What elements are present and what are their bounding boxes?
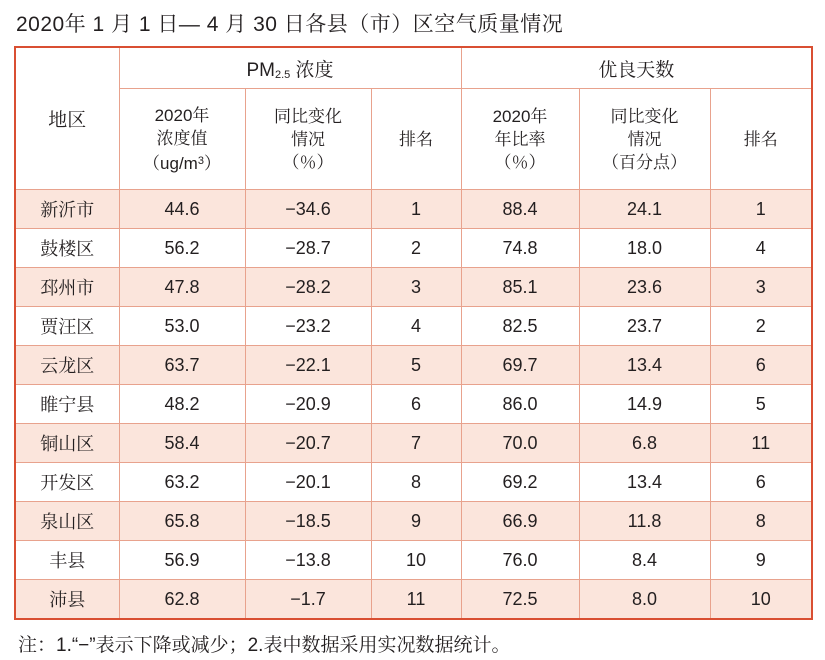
cell-pm25-value: 63.7 [119, 346, 245, 385]
page-title: 2020年 1 月 1 日— 4 月 30 日各县（市）区空气质量情况 [16, 13, 564, 36]
cell-days-rate: 70.0 [461, 424, 579, 463]
cell-days-rate: 82.5 [461, 307, 579, 346]
cell-pm25-value: 53.0 [119, 307, 245, 346]
cell-region: 泉山区 [15, 502, 119, 541]
table-body [15, 190, 812, 620]
days-change-line2: 情况 [627, 129, 662, 149]
cell-pm25-rank: 4 [371, 307, 461, 346]
cell-days-change: 13.4 [579, 463, 710, 502]
table-row [15, 541, 812, 580]
cell-pm25-value: 65.8 [119, 502, 245, 541]
table-row [15, 580, 812, 620]
cell-days-rank: 4 [710, 229, 812, 268]
cell-days-rank: 1 [710, 190, 812, 229]
cell-days-rank: 11 [710, 424, 812, 463]
cell-days-rank: 5 [710, 385, 812, 424]
cell-region: 沛县 [15, 580, 119, 620]
cell-pm25-rank: 11 [371, 580, 461, 620]
table-row [15, 502, 812, 541]
cell-days-change: 24.1 [579, 190, 710, 229]
pm25-change-line2: 情况 [291, 129, 325, 149]
cell-region: 邳州市 [15, 268, 119, 307]
cell-days-rank: 6 [710, 463, 812, 502]
cell-days-change: 13.4 [579, 346, 710, 385]
col-header-pm25-value [119, 89, 245, 190]
cell-pm25-value: 47.8 [119, 268, 245, 307]
col-header-days-change [579, 89, 710, 190]
table-row [15, 463, 812, 502]
col-header-pm25-change [245, 89, 371, 190]
cell-days-change: 18.0 [579, 229, 710, 268]
cell-pm25-rank: 2 [371, 229, 461, 268]
cell-days-change: 23.7 [579, 307, 710, 346]
table-row [15, 346, 812, 385]
cell-region: 开发区 [15, 463, 119, 502]
cell-pm25-value: 44.6 [119, 190, 245, 229]
cell-pm25-rank: 1 [371, 190, 461, 229]
cell-days-rank: 6 [710, 346, 812, 385]
cell-pm25-rank: 5 [371, 346, 461, 385]
days-rate-line2: 年比率 [494, 129, 546, 149]
cell-days-rank: 2 [710, 307, 812, 346]
days-change-line1: 同比变化 [610, 106, 679, 126]
cell-pm25-rank: 7 [371, 424, 461, 463]
cell-pm25-value: 56.2 [119, 229, 245, 268]
cell-region: 新沂市 [15, 190, 119, 229]
col-header-good-days: 优良天数 [461, 47, 812, 89]
cell-region: 贾汪区 [15, 307, 119, 346]
days-rate-line3: （％） [494, 152, 546, 172]
cell-pm25-change: −1.7 [245, 580, 371, 620]
cell-days-rate: 74.8 [461, 229, 579, 268]
cell-days-change: 6.8 [579, 424, 710, 463]
cell-pm25-value: 58.4 [119, 424, 245, 463]
col-header-days-rank: 排名 [710, 89, 812, 190]
cell-pm25-change: −18.5 [245, 502, 371, 541]
cell-pm25-value: 63.2 [119, 463, 245, 502]
cell-pm25-rank: 8 [371, 463, 461, 502]
cell-days-rate: 72.5 [461, 580, 579, 620]
cell-days-change: 14.9 [579, 385, 710, 424]
cell-pm25-rank: 6 [371, 385, 461, 424]
cell-pm25-change: −22.1 [245, 346, 371, 385]
days-change-line3: （百分点） [602, 152, 687, 172]
air-quality-table [14, 46, 813, 620]
table-row [15, 385, 812, 424]
cell-pm25-rank: 9 [371, 502, 461, 541]
cell-days-rate: 69.2 [461, 463, 579, 502]
cell-pm25-change: −20.7 [245, 424, 371, 463]
cell-days-rate: 66.9 [461, 502, 579, 541]
cell-days-change: 8.4 [579, 541, 710, 580]
cell-pm25-change: −28.2 [245, 268, 371, 307]
header-row-subs [15, 89, 812, 190]
cell-pm25-rank: 10 [371, 541, 461, 580]
cell-days-change: 8.0 [579, 580, 710, 620]
header-row-groups [15, 47, 812, 89]
cell-days-change: 11.8 [579, 502, 710, 541]
cell-pm25-value: 56.9 [119, 541, 245, 580]
cell-pm25-change: −23.2 [245, 307, 371, 346]
cell-days-rate: 86.0 [461, 385, 579, 424]
col-header-pm25: $PM_{2.5}$ 浓度 [119, 47, 461, 89]
cell-days-rank: 10 [710, 580, 812, 620]
col-header-days-rate [461, 89, 579, 190]
table-row [15, 229, 812, 268]
cell-pm25-change: −20.9 [245, 385, 371, 424]
cell-region: 鼓楼区 [15, 229, 119, 268]
cell-days-rate: 76.0 [461, 541, 579, 580]
cell-pm25-change: −28.7 [245, 229, 371, 268]
cell-days-rate: 88.4 [461, 190, 579, 229]
pm25-value-line3: $(ug/m^3)$ [143, 153, 221, 173]
cell-pm25-rank: 3 [371, 268, 461, 307]
days-rate-line1: 2020年 [492, 106, 548, 126]
col-header-pm25-rank: 排名 [371, 89, 461, 190]
table-row [15, 268, 812, 307]
col-header-region: 地区 [15, 47, 119, 190]
cell-days-rank: 9 [710, 541, 812, 580]
table-row [15, 190, 812, 229]
cell-pm25-change: −34.6 [245, 190, 371, 229]
cell-pm25-value: 48.2 [119, 385, 245, 424]
cell-days-rank: 3 [710, 268, 812, 307]
cell-days-rate: 69.7 [461, 346, 579, 385]
pm25-value-line1: 2020年 [154, 105, 210, 125]
table-header [15, 47, 812, 190]
pm25-change-line1: 同比变化 [274, 106, 342, 126]
table-row [15, 307, 812, 346]
cell-days-rank: 8 [710, 502, 812, 541]
cell-pm25-change: −20.1 [245, 463, 371, 502]
pm25-change-line3: （％） [282, 152, 334, 172]
cell-region: 睢宁县 [15, 385, 119, 424]
pm25-value-line2: 浓度值 [156, 128, 208, 148]
cell-region: 云龙区 [15, 346, 119, 385]
cell-pm25-value: 62.8 [119, 580, 245, 620]
table-note: 注：1.“−”表示下降或减少；2.表中数据采用实况数据统计。 [18, 635, 511, 656]
cell-region: 铜山区 [15, 424, 119, 463]
table-row [15, 424, 812, 463]
cell-days-change: 23.6 [579, 268, 710, 307]
cell-region: 丰县 [15, 541, 119, 580]
cell-pm25-change: −13.8 [245, 541, 371, 580]
cell-days-rate: 85.1 [461, 268, 579, 307]
